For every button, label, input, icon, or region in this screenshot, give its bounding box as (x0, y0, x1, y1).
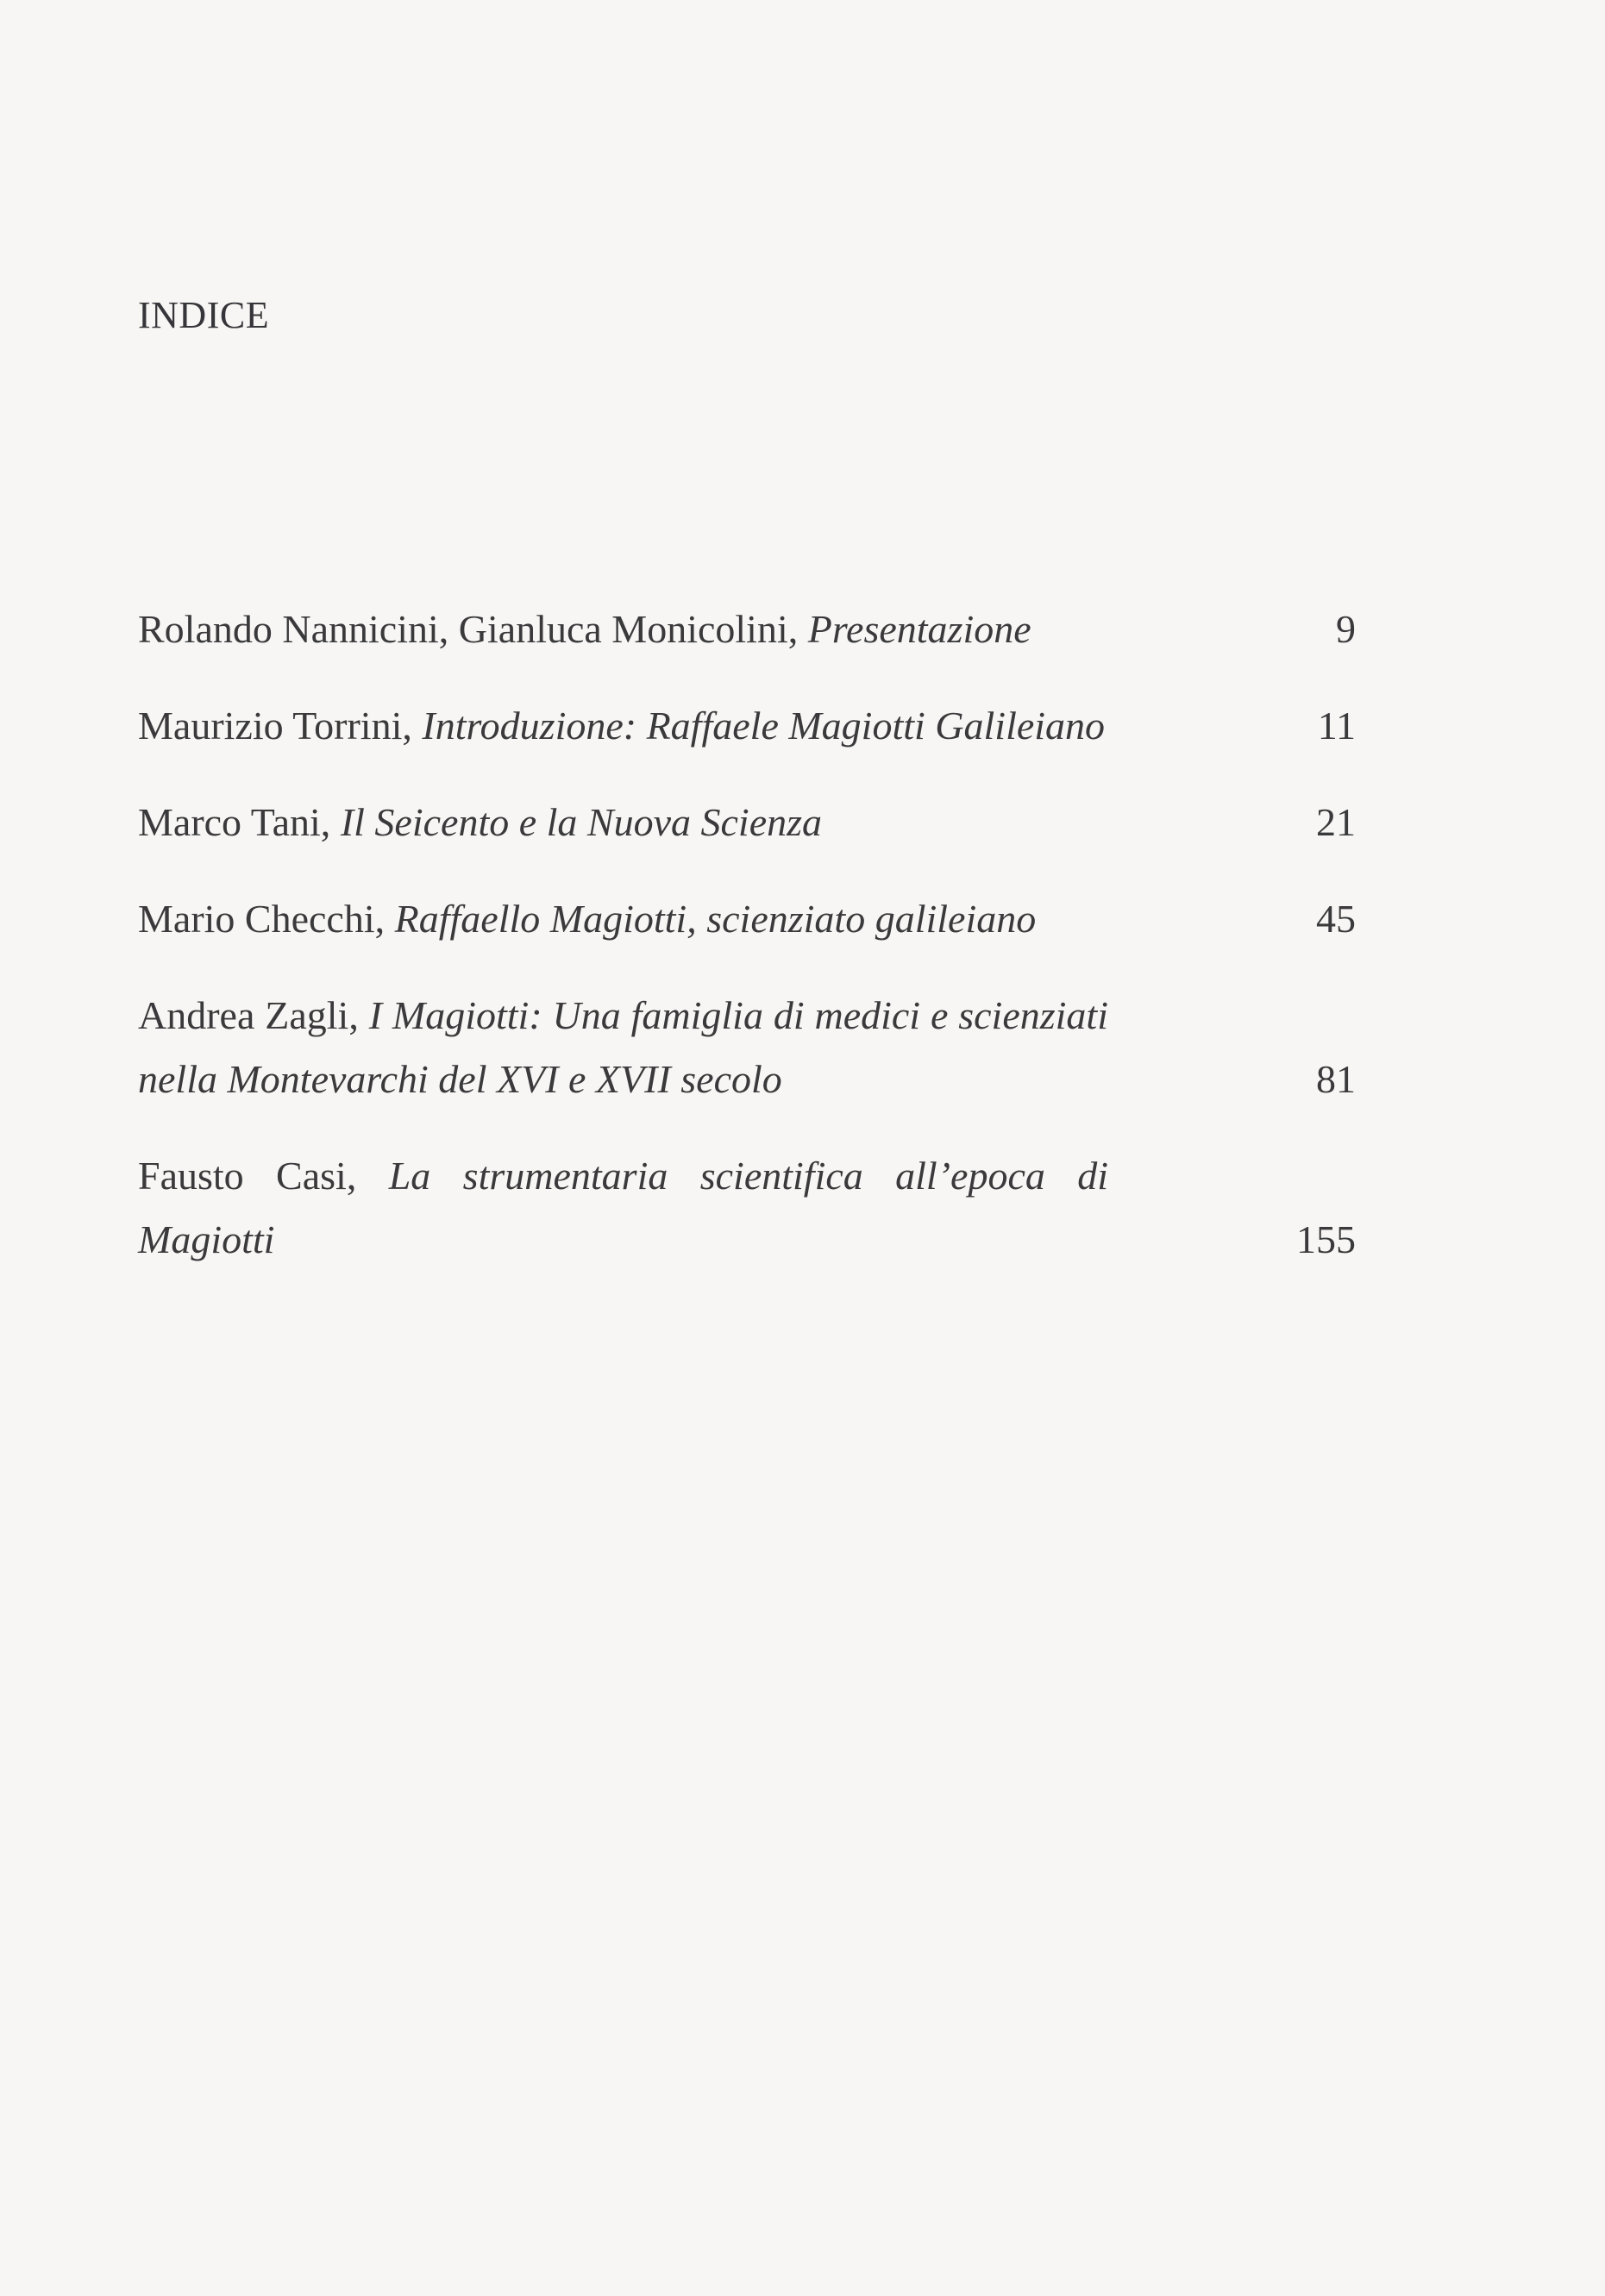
entry-title: Raffaello Magiotti, scienziato galileiano (394, 897, 1037, 941)
toc-entry (138, 887, 1363, 951)
entry-page-number: 81 (1316, 1057, 1356, 1101)
entry-author: Rolando Nannicini, Gianluca Monicolini, (138, 607, 799, 651)
entry-page-number: 45 (1316, 897, 1356, 941)
entry-page-number: 155 (1296, 1217, 1356, 1261)
entry-title: Presentazione (807, 607, 1031, 651)
page-heading: INDICE (138, 294, 270, 336)
entry-author: Andrea Zagli, (138, 993, 359, 1037)
entry-title: Il Seicento e la Nuova Scienza (340, 800, 823, 844)
entry-title: La strumentaria scientifica all’epoca di Magiotti (138, 1154, 1109, 1261)
toc-entry (138, 984, 1363, 1111)
entry-author: Marco Tani, (138, 800, 331, 844)
entry-title: Introduzione: Raffaele Magiotti Galileiano (422, 704, 1106, 748)
toc-entry (138, 791, 1363, 854)
entry-page-number: 21 (1316, 800, 1356, 844)
toc-entry (138, 694, 1363, 758)
entry-title: I Magiotti: Una famiglia di medici e scienziati nella Montevarchi del XVI e XVII secolo (138, 993, 1108, 1101)
toc-entry (138, 1144, 1363, 1272)
entry-author: Maurizio Torrini, (138, 704, 412, 748)
entry-page-number: 11 (1317, 704, 1356, 748)
entry-author: Fausto Casi, (138, 1154, 357, 1198)
toc-entry (138, 597, 1363, 661)
table-of-contents (138, 597, 1363, 1272)
entry-page-number: 9 (1336, 607, 1356, 651)
entry-author: Mario Checchi, (138, 897, 386, 941)
